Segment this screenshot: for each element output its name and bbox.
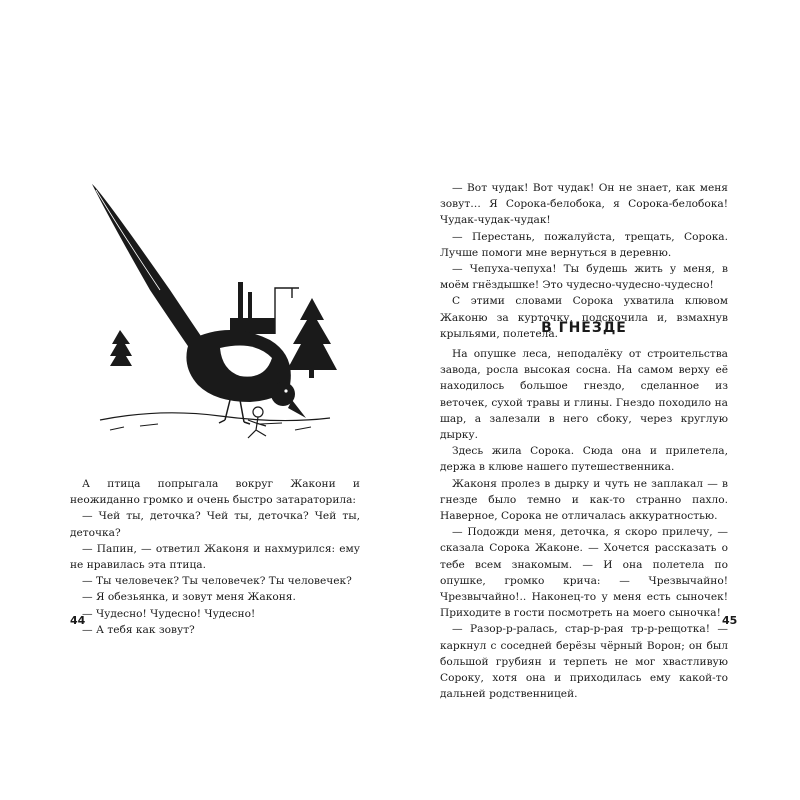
paragraph: — Ты человечек? Ты человечек? Ты человечек?: [82, 575, 352, 588]
paragraph: — Папин, — ответил Жаконя и нахмурился: ему не нравилась эта птица.: [70, 542, 360, 572]
paragraph: Жаконя пролез в дырку и чуть не заплакал — в гнезде было темно и как-то странно пахло. Наверное, Сорока не отличалась аккуратностью.: [440, 477, 728, 523]
magpie-illustration: [80, 180, 340, 460]
paragraph: С этими словами Сорока ухватила клювом Жаконю за курточку, подскочила и, взмахнув крыльями, полетела.: [440, 295, 728, 340]
paragraph: — А тебя как зовут?: [82, 623, 195, 636]
page-number-left: 44: [70, 614, 86, 627]
paragraph: — Подожди меня, деточка, я скоро прилечу, — сказала Сорока Жаконе. — Хочется рассказать о тебе всем знакомым. — И она полетела по опушке, громко крича: — Чрезвычайно! Чрезвычайно!.. Наконец-то у меня есть сыночек! Приходите в гости посмотреть на моего сыночка!: [440, 526, 728, 620]
page-number-right: 45: [722, 614, 738, 627]
paragraph: На опушке леса, неподалёку от строительства завода, росла высокая сосна. На самом верху её находилось большое гнездо, сделанное из веточек, сухой травы и глины. Гнездо походило на шар, а залезали в него сбоку, через круглую дырку.: [440, 348, 728, 442]
paragraph: — Разор-р-ралась, стар-р-рая тр-р-рещотка! — каркнул с соседней берёзы чёрный Ворон; он был большой грубиян и терпеть не мог хвастливую Сороку, хотя она и приходилась ему какой-то дальней родственницей.: [440, 623, 728, 701]
paragraph: — Перестань, пожалуйста, трещать, Сорока. Лучше помоги мне вернуться в деревню.: [440, 230, 728, 259]
left-page-text: [70, 476, 360, 638]
right-page: [400, 0, 800, 800]
paragraph: — Чудесно! Чудесно! Чудесно!: [82, 607, 256, 620]
chapter-title: В ГНЕЗДЕ: [541, 320, 627, 336]
paragraph: — Вот чудак! Вот чудак! Он не знает, как меня зовут… Я Сорока-белобока, я Сорока-белобока! Чудак-чудак-чудак!: [440, 182, 728, 227]
right-page-text-top: [440, 180, 728, 342]
paragraph: — Я обезьянка, и зовут меня Жаконя.: [82, 591, 296, 604]
paragraph: — Чей ты, деточка? Чей ты, деточка? Чей ты, деточка?: [70, 510, 360, 539]
paragraph: Здесь жила Сорока. Сюда она и прилетела, держа в клюве нашего путешественника.: [440, 445, 728, 474]
paragraph: — Чепуха-чепуха! Ты будешь жить у меня, в моём гнёздышке! Это чудесно-чудесно-чудесно!: [440, 263, 728, 292]
right-page-text-bottom: [440, 346, 728, 702]
paragraph: А птица попрыгала вокруг Жакони и неожиданно громко и очень быстро затараторила:: [70, 478, 360, 507]
